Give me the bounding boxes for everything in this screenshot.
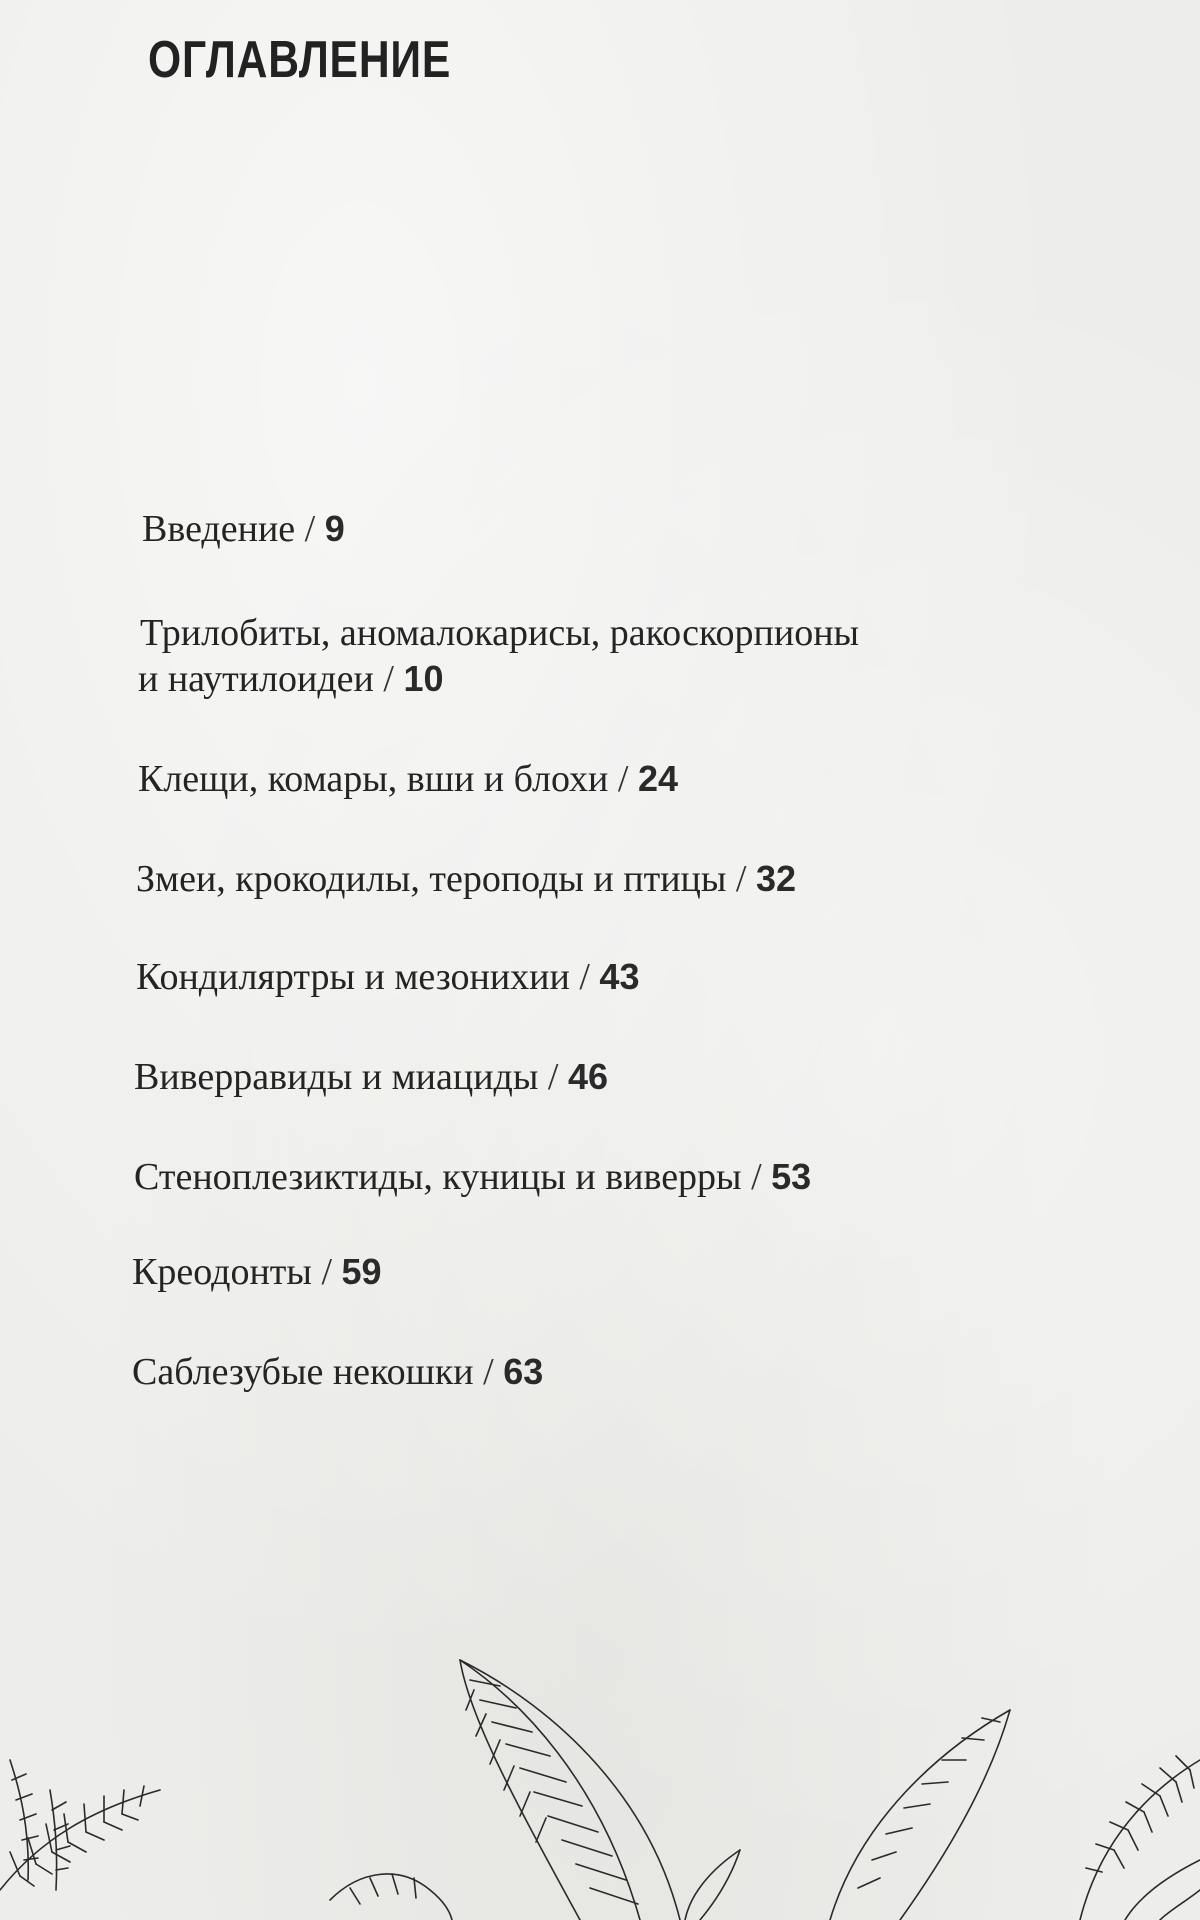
toc-page-number: 43 <box>599 956 640 997</box>
toc-entry-continuation <box>138 656 444 702</box>
toc-entry <box>140 610 859 656</box>
toc-entry-title: Виверравиды и миациды <box>134 1056 539 1098</box>
toc-entry <box>136 856 796 902</box>
toc-entry-title: Стеноплезиктиды, куницы и виверры <box>134 1156 742 1198</box>
toc-entry <box>142 506 345 552</box>
toc-entry-title: Клещи, комары, вши и блохи <box>138 758 609 800</box>
toc-page-number: 63 <box>503 1351 544 1392</box>
toc-separator: / <box>608 758 638 800</box>
toc-entry <box>136 954 639 1000</box>
toc-separator: / <box>569 956 600 998</box>
toc-separator: / <box>373 658 404 700</box>
toc-entry-title: Креодонты <box>132 1251 312 1293</box>
toc-entry-title: Кондиляртры и мезонихии <box>136 956 570 998</box>
toc-page-number: 53 <box>771 1156 812 1197</box>
toc-entry-title: Змеи, крокодилы, тероподы и птицы <box>136 858 727 900</box>
toc-entry-title: Саблезубые некошки <box>132 1351 474 1393</box>
toc-entry-title: Введение <box>142 508 296 550</box>
toc-page-number: 24 <box>637 758 678 799</box>
toc-separator: / <box>741 1156 772 1198</box>
toc-entry <box>134 1154 811 1200</box>
toc-page-number: 46 <box>567 1056 609 1097</box>
toc-separator: / <box>311 1251 342 1293</box>
toc-entry <box>132 1349 543 1395</box>
toc-entry-title-continued: и наутилоидеи <box>138 658 374 700</box>
page-title: ОГЛАВЛЕНИЕ <box>148 31 452 89</box>
toc-separator: / <box>538 1056 568 1098</box>
fern-leaf-illustration <box>0 1640 1200 1920</box>
toc-entry <box>138 756 678 802</box>
toc-page-number: 10 <box>403 658 444 699</box>
toc-entry <box>134 1054 608 1100</box>
toc-entry-title: Трилобиты, аномалокарисы, ракоскорпионы <box>140 612 860 654</box>
toc-entry <box>132 1249 382 1295</box>
toc-separator: / <box>473 1351 504 1393</box>
toc-separator: / <box>295 508 325 550</box>
toc-separator: / <box>726 858 756 900</box>
toc-page-number: 32 <box>755 858 797 899</box>
toc-page-number: 59 <box>341 1251 382 1292</box>
toc-page-number: 9 <box>324 508 345 549</box>
